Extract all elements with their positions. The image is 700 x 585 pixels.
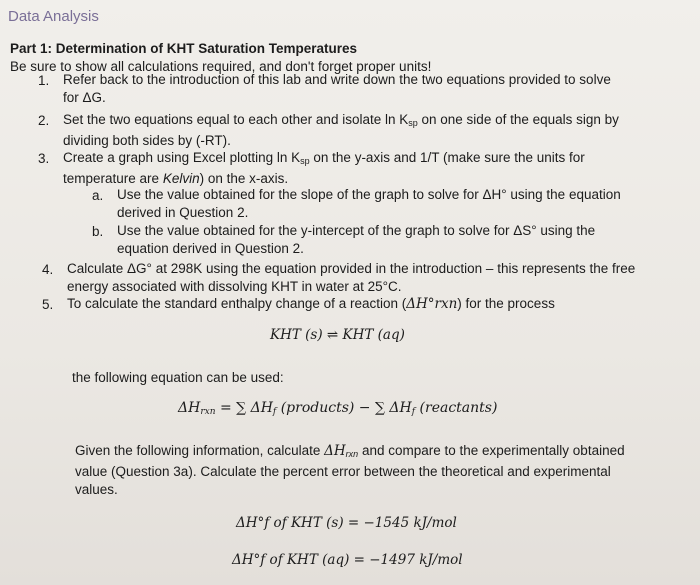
item-number: 3. — [38, 151, 50, 166]
subitem-letter: a. — [92, 188, 104, 203]
item-number: 1. — [38, 73, 50, 88]
enthalpy-equation: ΔHrxn = ∑ ΔHf (products) − ∑ ΔHf (reactants) — [178, 400, 498, 417]
question-line: Set the two equations equal to each other and isolate ln Ksp on one side of the equals sign by — [63, 112, 619, 128]
paragraph-line: value (Question 3a). Calculate the percent error between the theoretical and experimental — [75, 464, 611, 479]
question-1 — [63, 71, 611, 107]
question-3b — [117, 222, 595, 258]
item-number: 4. — [42, 262, 54, 277]
question-5: To calculate the standard enthalpy change of a reaction (ΔH°rxn) for the process — [67, 296, 555, 312]
question-line: equation derived in Question 2. — [117, 241, 304, 256]
paragraph-line: values. — [75, 482, 118, 497]
part-title: Part 1: Determination of KHT Saturation Temperatures — [10, 41, 358, 56]
question-line: derived in Question 2. — [117, 205, 249, 220]
question-line: Calculate ΔG° at 298K using the equation provided in the introduction – this represents the free — [67, 261, 636, 276]
question-line: dividing both sides by (-RT). — [63, 133, 231, 148]
question-3 — [63, 149, 585, 188]
question-4 — [67, 260, 635, 296]
item-number: 5. — [42, 297, 54, 312]
item-number: 2. — [38, 113, 50, 128]
equation-intro: the following equation can be used: — [72, 370, 284, 385]
paragraph-line: Given the following information, calculate ΔHrxn and compare to the experimentally obtained — [75, 443, 625, 459]
question-line: Use the value obtained for the y-intercept of the graph to solve for ΔS° using the — [117, 223, 596, 238]
question-line: temperature are Kelvin) on the x-axis. — [63, 171, 289, 186]
reaction-equation: KHT (s) ⇌ KHT (aq) — [270, 327, 405, 343]
question-line: Create a graph using Excel plotting ln Ksp on the y-axis and 1/T (make sure the units for — [63, 150, 585, 166]
question-2 — [63, 111, 619, 150]
given-paragraph — [75, 442, 625, 499]
section-header: Data Analysis — [8, 8, 99, 25]
instructions-subtitle: Be sure to show all calculations required, and don't forget proper units! — [10, 59, 432, 74]
question-line: energy associated with dissolving KHT in water at 25°C. — [67, 279, 402, 294]
subitem-letter: b. — [92, 224, 104, 239]
enthalpy-data-solid: ΔH°f of KHT (s) = −1545 kJ/mol — [236, 515, 457, 531]
question-line: for ΔG. — [63, 90, 106, 105]
enthalpy-data-aqueous: ΔH°f of KHT (aq) = −1497 kJ/mol — [232, 552, 463, 568]
question-3a — [117, 186, 621, 222]
question-line: Refer back to the introduction of this lab and write down the two equations provided to solve — [63, 72, 611, 87]
question-line: Use the value obtained for the slope of the graph to solve for ΔH° using the equation — [117, 187, 621, 202]
